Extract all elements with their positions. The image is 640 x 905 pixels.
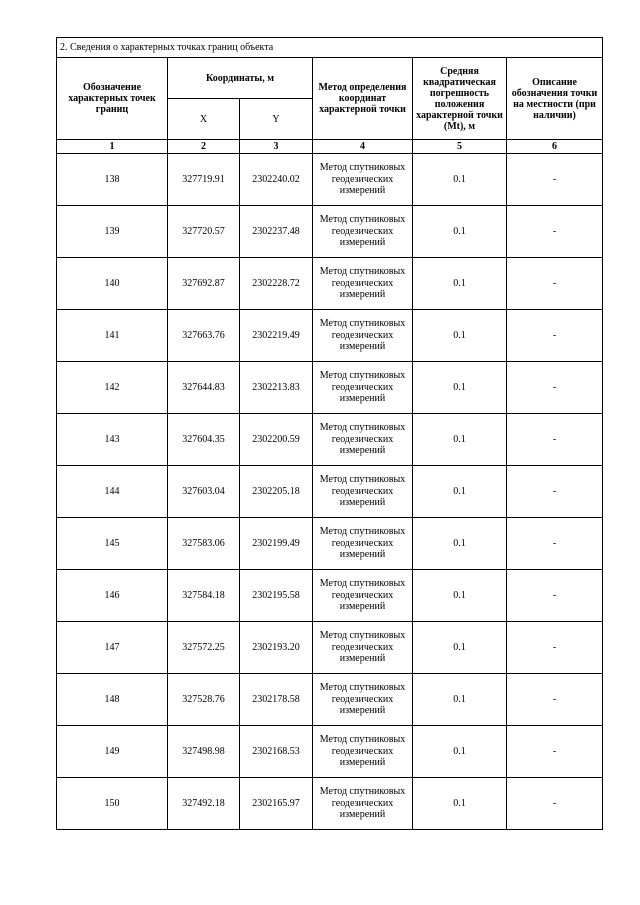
method-cell: Метод спутниковых геодезических измерений (313, 518, 413, 570)
method-cell: Метод спутниковых геодезических измерений (313, 466, 413, 518)
accuracy-cell: 0.1 (413, 414, 507, 466)
table-row (57, 570, 603, 622)
coord-y-cell: 2302168.53 (240, 726, 313, 778)
table-row (57, 310, 603, 362)
description-cell: - (507, 310, 603, 362)
description-cell: - (507, 362, 603, 414)
point-id-cell: 147 (57, 622, 168, 674)
header-accuracy: Средняя квадратическая погрешность положения характерной точки (Mt), м (413, 58, 507, 140)
description-cell: - (507, 726, 603, 778)
point-id-cell: 142 (57, 362, 168, 414)
coord-x-cell: 327572.25 (168, 622, 240, 674)
table-row (57, 154, 603, 206)
method-cell: Метод спутниковых геодезических измерений (313, 206, 413, 258)
method-cell: Метод спутниковых геодезических измерений (313, 310, 413, 362)
coord-y-cell: 2302240.02 (240, 154, 313, 206)
coord-x-cell: 327720.57 (168, 206, 240, 258)
accuracy-cell: 0.1 (413, 154, 507, 206)
table-row (57, 622, 603, 674)
coord-x-cell: 327644.83 (168, 362, 240, 414)
table-row (57, 518, 603, 570)
coord-y-cell: 2302200.59 (240, 414, 313, 466)
method-cell: Метод спутниковых геодезических измерений (313, 414, 413, 466)
point-id-cell: 148 (57, 674, 168, 726)
table-row (57, 258, 603, 310)
section-title: 2. Сведения о характерных точках границ объекта (57, 38, 603, 58)
point-id-cell: 138 (57, 154, 168, 206)
column-number: 4 (313, 140, 413, 154)
table-row (57, 466, 603, 518)
accuracy-cell: 0.1 (413, 518, 507, 570)
description-cell: - (507, 414, 603, 466)
accuracy-cell: 0.1 (413, 726, 507, 778)
column-number: 2 (168, 140, 240, 154)
coord-x-cell: 327528.76 (168, 674, 240, 726)
accuracy-cell: 0.1 (413, 258, 507, 310)
boundary-points-table (56, 37, 603, 830)
table-row (57, 778, 603, 830)
point-id-cell: 150 (57, 778, 168, 830)
document-page (56, 37, 602, 830)
coord-y-cell: 2302228.72 (240, 258, 313, 310)
point-id-cell: 146 (57, 570, 168, 622)
accuracy-cell: 0.1 (413, 310, 507, 362)
method-cell: Метод спутниковых геодезических измерений (313, 674, 413, 726)
method-cell: Метод спутниковых геодезических измерений (313, 362, 413, 414)
point-id-cell: 145 (57, 518, 168, 570)
coord-y-cell: 2302205.18 (240, 466, 313, 518)
coord-x-cell: 327692.87 (168, 258, 240, 310)
header-y: Y (240, 99, 313, 140)
table-row (57, 726, 603, 778)
table-row (57, 414, 603, 466)
method-cell: Метод спутниковых геодезических измерений (313, 258, 413, 310)
header-x: X (168, 99, 240, 140)
table-row (57, 362, 603, 414)
point-id-cell: 140 (57, 258, 168, 310)
coord-y-cell: 2302178.58 (240, 674, 313, 726)
method-cell: Метод спутниковых геодезических измерений (313, 570, 413, 622)
coord-y-cell: 2302165.97 (240, 778, 313, 830)
column-number: 3 (240, 140, 313, 154)
accuracy-cell: 0.1 (413, 622, 507, 674)
coord-x-cell: 327492.18 (168, 778, 240, 830)
header-method: Метод определения координат характерной точки (313, 58, 413, 140)
point-id-cell: 141 (57, 310, 168, 362)
coord-x-cell: 327604.35 (168, 414, 240, 466)
coord-x-cell: 327719.91 (168, 154, 240, 206)
description-cell: - (507, 154, 603, 206)
table-row (57, 674, 603, 726)
description-cell: - (507, 466, 603, 518)
accuracy-cell: 0.1 (413, 674, 507, 726)
coord-x-cell: 327583.06 (168, 518, 240, 570)
coord-y-cell: 2302199.49 (240, 518, 313, 570)
accuracy-cell: 0.1 (413, 206, 507, 258)
accuracy-cell: 0.1 (413, 362, 507, 414)
column-number: 6 (507, 140, 603, 154)
accuracy-cell: 0.1 (413, 778, 507, 830)
coord-y-cell: 2302213.83 (240, 362, 313, 414)
coord-x-cell: 327603.04 (168, 466, 240, 518)
accuracy-cell: 0.1 (413, 570, 507, 622)
method-cell: Метод спутниковых геодезических измерений (313, 622, 413, 674)
point-id-cell: 144 (57, 466, 168, 518)
description-cell: - (507, 206, 603, 258)
description-cell: - (507, 258, 603, 310)
method-cell: Метод спутниковых геодезических измерений (313, 726, 413, 778)
coord-y-cell: 2302193.20 (240, 622, 313, 674)
coord-x-cell: 327498.98 (168, 726, 240, 778)
point-id-cell: 143 (57, 414, 168, 466)
description-cell: - (507, 570, 603, 622)
description-cell: - (507, 622, 603, 674)
column-number: 5 (413, 140, 507, 154)
description-cell: - (507, 778, 603, 830)
coord-y-cell: 2302219.49 (240, 310, 313, 362)
description-cell: - (507, 518, 603, 570)
accuracy-cell: 0.1 (413, 466, 507, 518)
description-cell: - (507, 674, 603, 726)
method-cell: Метод спутниковых геодезических измерений (313, 154, 413, 206)
table-row (57, 206, 603, 258)
header-coordinates: Координаты, м (168, 58, 313, 99)
column-number: 1 (57, 140, 168, 154)
coord-y-cell: 2302195.58 (240, 570, 313, 622)
point-id-cell: 149 (57, 726, 168, 778)
point-id-cell: 139 (57, 206, 168, 258)
header-description: Описание обозначения точки на местности (при наличии) (507, 58, 603, 140)
header-designation: Обозначение характерных точек границ (57, 58, 168, 140)
coord-x-cell: 327663.76 (168, 310, 240, 362)
method-cell: Метод спутниковых геодезических измерений (313, 778, 413, 830)
coord-y-cell: 2302237.48 (240, 206, 313, 258)
coord-x-cell: 327584.18 (168, 570, 240, 622)
